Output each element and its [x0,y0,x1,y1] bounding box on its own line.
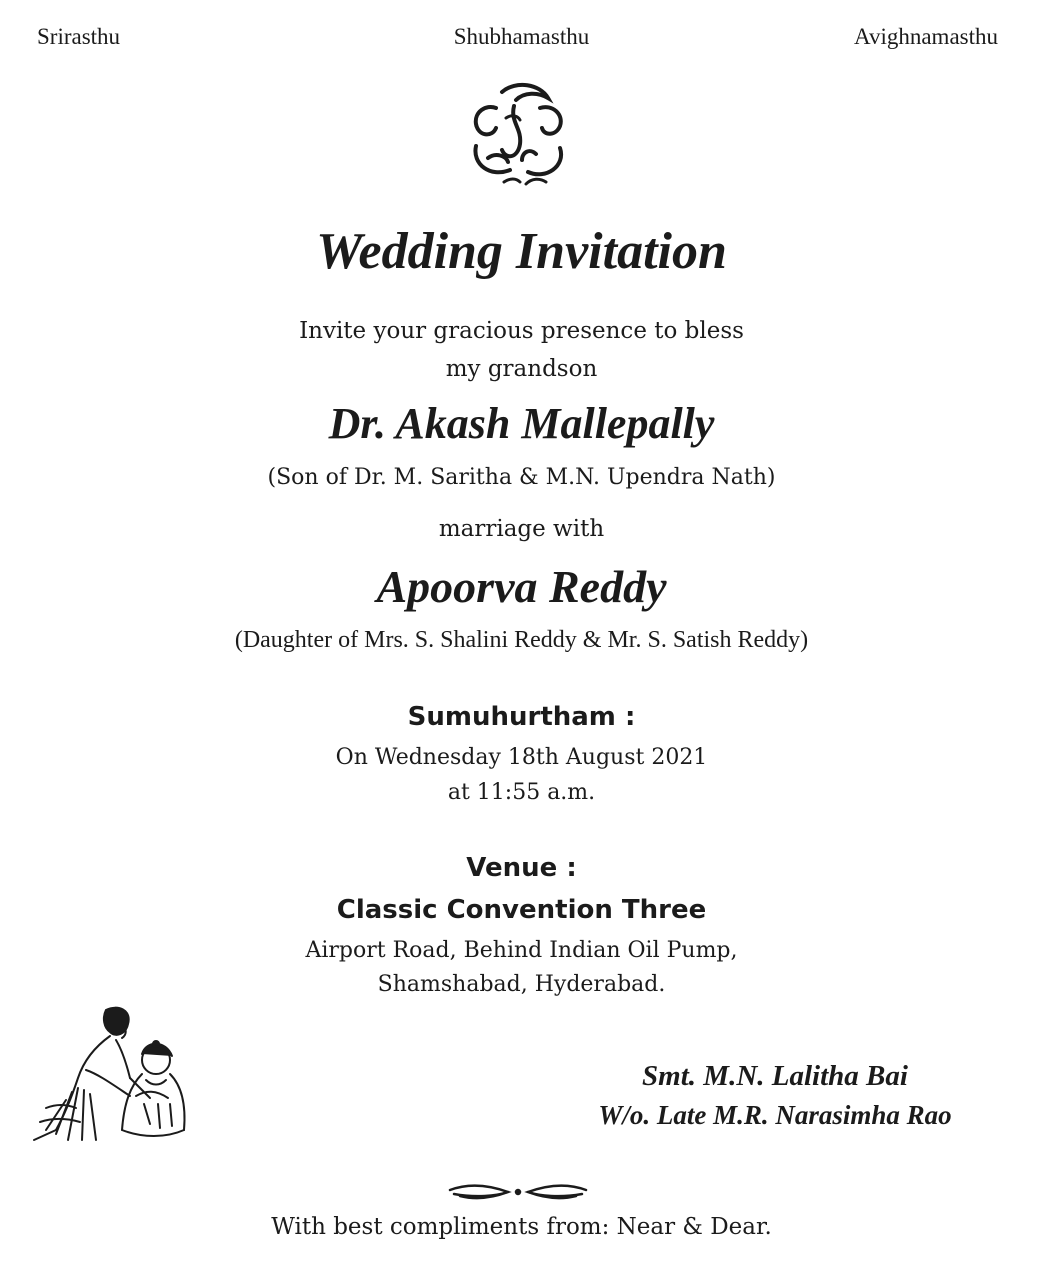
bride-parents: (Daughter of Mrs. S. Shalini Reddy & Mr. S. Satish Reddy) [234,627,809,653]
groom-name: Dr. Akash Mallepally [328,399,715,448]
intro-line-2: my grandson [445,356,598,382]
host-name: Smt. M.N. Lalitha Bai [642,1060,908,1092]
blessing-center: Shubhamasthu [453,24,590,49]
venue-address-2: Shamshabad, Hyderabad. [377,972,666,997]
blessing-left: Srirasthu [37,24,121,49]
venue-label: Venue : [466,853,577,883]
venue-name: Classic Convention Three [336,895,707,925]
intro-line-1: Invite your gracious presence to bless [299,318,744,344]
flourish-divider [446,1180,590,1204]
connector-text: marriage with [438,516,605,542]
page-title: Wedding Invitation [316,223,727,280]
couple-illustration [26,1000,191,1145]
footer-compliments: With best compliments from: Near & Dear. [271,1214,772,1240]
groom-parents: (Son of Dr. M. Saritha & M.N. Upendra Nath) [267,465,776,490]
muhurtham-date: On Wednesday 18th August 2021 [335,745,708,770]
ganesha-icon [466,82,570,190]
venue-address-1: Airport Road, Behind Indian Oil Pump, [305,938,738,963]
muhurtham-label: Sumuhurtham : [407,702,636,732]
host-relation: W/o. Late M.R. Narasimha Rao [598,1100,952,1130]
bride-name: Apoorva Reddy [376,561,667,612]
blessing-right: Avighnamasthu [854,24,998,49]
muhurtham-time: at 11:55 a.m. [447,780,596,805]
